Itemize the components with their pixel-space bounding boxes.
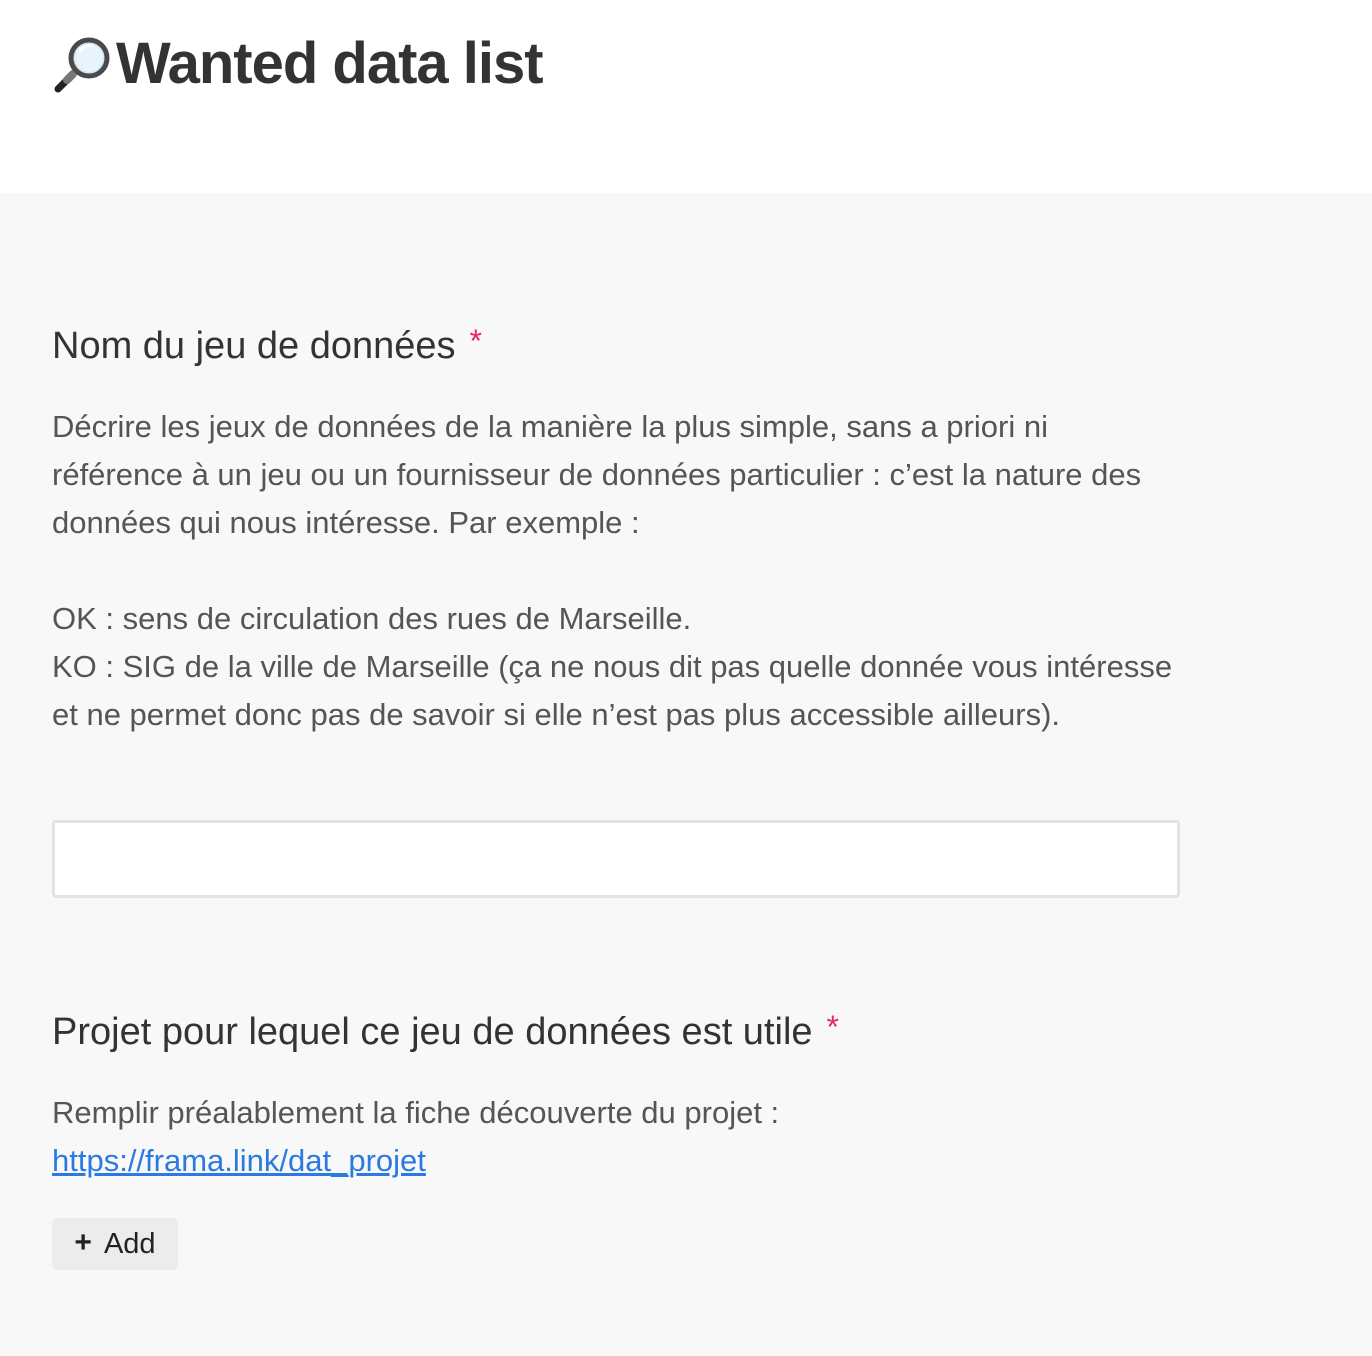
dataset-name-label-text: Nom du jeu de données	[52, 325, 456, 367]
add-button-label: Add	[103, 1227, 156, 1260]
project-form-link[interactable]: https://frama.link/dat_projet	[52, 1143, 426, 1178]
project-label	[52, 1011, 839, 1054]
page-header	[0, 0, 1372, 193]
add-project-button[interactable]	[52, 1218, 178, 1270]
project-label-text: Projet pour lequel ce jeu de données est utile	[52, 1011, 813, 1053]
magnifying-glass-icon	[52, 33, 114, 95]
page-title	[52, 30, 543, 97]
description-ko-example: KO : SIG de la ville de Marseille (ça ne nous dit pas quelle donnée vous intéresse et ne permet donc pas de savoir si elle n’est pas plus accessible ailleurs).	[52, 649, 1173, 732]
required-marker: *	[826, 1009, 839, 1045]
dataset-name-input[interactable]	[52, 820, 1180, 898]
page-title-text: Wanted data list	[116, 31, 543, 96]
project-description-text: Remplir préalablement la fiche découverte du projet :	[52, 1095, 780, 1130]
project-description	[52, 1089, 1182, 1185]
description-paragraph: Décrire les jeux de données de la manière la plus simple, sans a priori ni référence à un jeu ou un fournisseur de données particulier : c’est la nature des données qui nous intéresse. Par exemple :	[52, 409, 1142, 540]
plus-icon: +	[74, 1226, 92, 1259]
dataset-name-label	[52, 325, 482, 368]
description-ok-example: OK : sens de circulation des rues de Marseille.	[52, 601, 692, 636]
dataset-name-description	[52, 403, 1182, 739]
required-marker: *	[469, 323, 482, 359]
